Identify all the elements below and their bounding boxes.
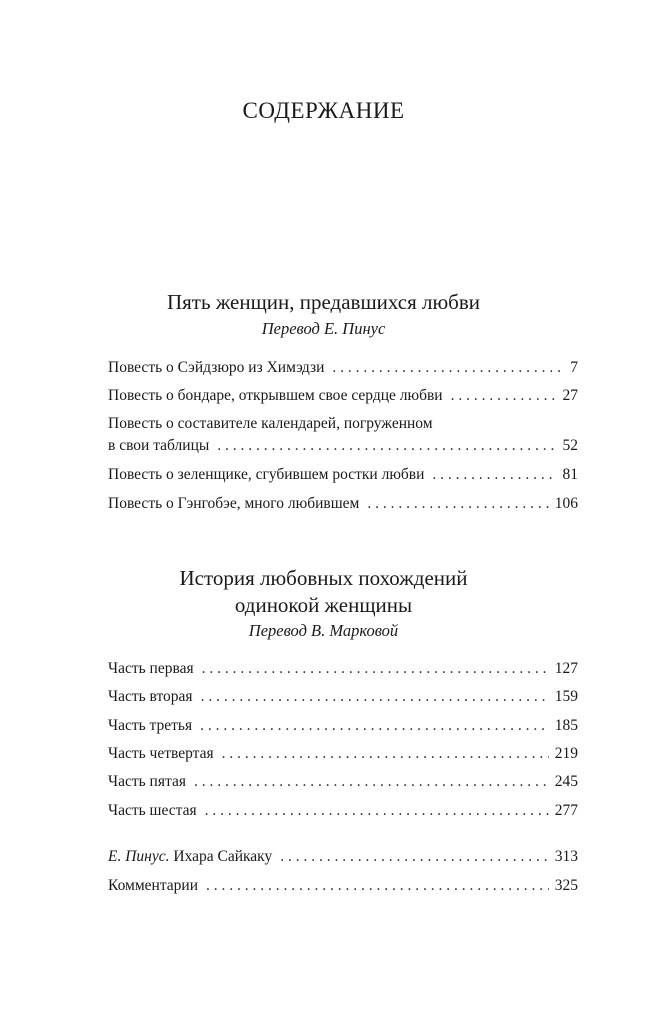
dot-leader [222, 743, 549, 765]
section-heading: История любовных похождений [179, 566, 468, 590]
toc-entry[interactable] [108, 771, 578, 793]
toc-page-number: 52 [562, 437, 578, 454]
toc-page-number: 219 [554, 745, 578, 762]
dot-leader [206, 875, 549, 897]
toc-page-number: 277 [554, 802, 578, 819]
dot-leader [194, 771, 549, 793]
dot-leader [201, 686, 549, 708]
toc-page-number: 106 [554, 495, 578, 512]
dot-leader [205, 800, 549, 822]
toc-page-number: 7 [570, 359, 578, 376]
toc-entry-title-text: Ихара Сайкаку [169, 848, 273, 865]
dot-leader [432, 464, 556, 486]
toc-entry-title: Повесть о бондаре, открывшем свое сердце любви [108, 387, 443, 404]
section-heading: Пять женщин, предавшихся любви [166, 290, 480, 314]
toc-entry-title: Часть шестая [108, 802, 197, 819]
dot-leader [217, 435, 556, 457]
toc-entry[interactable] [108, 357, 578, 379]
toc-entry-title-continued: в свои таблицы [108, 437, 210, 454]
toc-entry[interactable] [108, 413, 578, 457]
toc-entry[interactable] [108, 743, 578, 765]
toc-page-number: 127 [554, 660, 578, 677]
toc-entry-title [108, 846, 272, 868]
dot-leader [200, 715, 549, 737]
toc-entry-title: Комментарии [108, 877, 198, 894]
toc-entry[interactable] [108, 715, 578, 737]
dot-leader [367, 493, 548, 515]
toc-entry-title: Повесть о Сэйдзюро из Химэдзи [108, 359, 325, 376]
toc-entry[interactable] [108, 385, 578, 407]
toc-entry[interactable] [108, 464, 578, 486]
toc-entry-title: Часть вторая [108, 688, 193, 705]
toc-entry[interactable] [108, 658, 578, 680]
toc-entry[interactable] [108, 493, 578, 515]
section-translator: Перевод Е. Пинус [261, 319, 386, 338]
dot-leader [202, 658, 549, 680]
toc-page-number: 313 [554, 848, 578, 865]
toc-page-number: 245 [554, 773, 578, 790]
toc-entry[interactable] [108, 686, 578, 708]
toc-page-number: 159 [554, 688, 578, 705]
toc-entry[interactable] [108, 846, 578, 868]
toc-entry-title: Часть третья [108, 717, 193, 734]
toc-entry-title: Часть пятая [108, 773, 186, 790]
toc-page-number: 185 [554, 717, 578, 734]
toc-entry-title: Повесть о Гэнгобэе, много любившем [108, 495, 360, 512]
dot-leader [332, 357, 564, 379]
dot-leader [451, 385, 557, 407]
toc-page-number: 325 [554, 877, 578, 894]
toc-page-number: 27 [562, 387, 578, 404]
page-title: СОДЕРЖАНИЕ [242, 98, 405, 123]
toc-entry-title: Часть первая [108, 660, 194, 677]
toc-page-number: 81 [562, 466, 578, 483]
toc-entry-title: Повесть о составителе календарей, погруженном [108, 415, 433, 432]
toc-entry-title: Повесть о зеленщике, сгубившем ростки любви [108, 466, 425, 483]
toc-entry-title: Часть четвертая [108, 745, 214, 762]
toc-entry[interactable] [108, 875, 578, 897]
toc-entry-author: Е. Пинус. [108, 848, 170, 865]
dot-leader [280, 846, 549, 868]
section-heading-continued: одинокой женщины [234, 593, 413, 617]
toc-entry[interactable] [108, 800, 578, 822]
section-translator: Перевод В. Марковой [248, 621, 399, 640]
